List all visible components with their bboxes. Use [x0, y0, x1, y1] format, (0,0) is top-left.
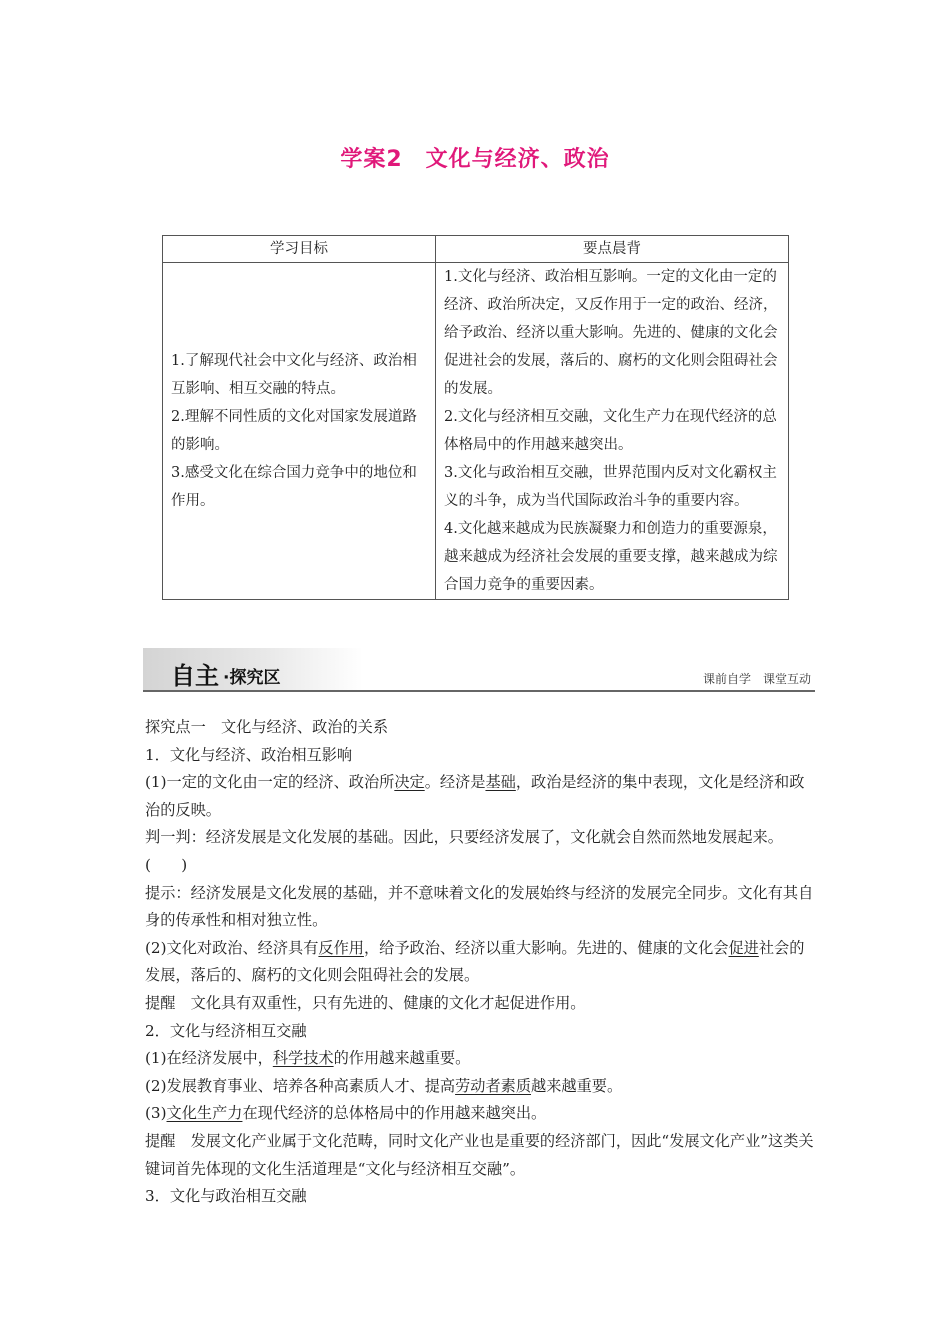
section-tab: [143, 648, 363, 690]
explore-title: 探究点一 文化与经济、政治的关系: [145, 718, 388, 736]
remind-1: 提醒 文化具有双重性，只有先进的、健康的文化才起促进作用。: [145, 993, 586, 1012]
main-content: [145, 714, 815, 1211]
heading-3: 3．文化与政治相互交融: [145, 1187, 307, 1206]
goal-item: 3.感受文化在综合国力竞争中的地位和作用。: [171, 465, 417, 509]
remind-2: 提醒 发展文化产业属于文化范畴，同时文化产业也是重要的经济部门，因此“发展文化产业”这类关键词首先体现的文化生活道理是“文化与经济相互交融”。: [145, 1131, 814, 1178]
point-item: 1.文化与经济、政治相互影响。一定的文化由一定的经济、政治所决定，又反作用于一定的政治、经济，给予政治、经济以重大影响。先进的、健康的文化会促进社会的发展，落后的、腐朽的文化则会阻碍社会的发展。: [444, 269, 778, 397]
item-2: [145, 1073, 815, 1101]
table-row: [163, 263, 789, 600]
heading-2: 2．文化与经济相互交融: [145, 1021, 307, 1040]
text: ，给予政治、经济以重大影响。先进的、健康的文化会: [363, 938, 729, 957]
goals-table: [162, 235, 789, 600]
paragraph-1: [145, 769, 815, 824]
text: (1)一定的文化由一定的经济、政治所: [145, 773, 395, 792]
point-item: 3.文化与政治相互交融，世界范围内反对文化霸权主义的斗争，成为当代国际政治斗争的重要内容。: [444, 465, 777, 509]
text: ，政治是经济的集中表现，文化是经济和政治的反映。: [145, 773, 805, 819]
paragraph-2: [145, 935, 815, 990]
text: 社会的发展，落后的、腐朽的文化则会阻碍社会的发展。: [145, 938, 805, 985]
section-title-big: 自主: [171, 662, 219, 690]
text: (1)在经济发展中，: [145, 1049, 273, 1068]
section-header: [143, 648, 815, 692]
item-1: [145, 1045, 815, 1073]
goals-cell: [163, 263, 436, 600]
table-header-row: [163, 236, 789, 263]
text: (2)文化对政治、经济具有: [145, 938, 319, 957]
goal-item: 2.理解不同性质的文化对国家发展道路的影响。: [171, 409, 417, 453]
judge-question: 判一判：经济发展是文化发展的基础。因此，只要经济发展了，文化就会自然而然地发展起来。( ): [145, 828, 783, 874]
goal-item: 1.了解现代社会中文化与经济、政治相互影响、相互交融的特点。: [171, 353, 417, 397]
text: (3): [145, 1104, 167, 1123]
point-item: 4.文化越来越成为民族凝聚力和创造力的重要源泉，越来越成为经济社会发展的重要支撑，越来越成为综合国力竞争的重要因素。: [444, 521, 778, 593]
point-item: 2.文化与经济相互交融，文化生产力在现代经济的总体格局中的作用越来越突出。: [444, 409, 777, 453]
text: (2)发展教育事业、培养各种高素质人才、提高: [145, 1076, 456, 1095]
section-subtitle: 课前自学 课堂互动: [702, 672, 811, 686]
item-3: [145, 1100, 815, 1128]
underlined-answer: 劳动者素质: [455, 1076, 532, 1095]
underlined-answer: 促进: [728, 938, 759, 957]
page-title: 学案2 文化与经济、政治: [340, 147, 610, 172]
col-header-points: 要点晨背: [436, 236, 789, 263]
underlined-answer: 科学技术: [272, 1049, 334, 1068]
underlined-answer: 基础: [485, 773, 516, 792]
section-title-small: ·探究区: [223, 668, 281, 688]
hint: 提示：经济发展是文化发展的基础，并不意味着文化的发展始终与经济的发展完全同步。文化有其自身的传承性和相对独立性。: [145, 883, 814, 930]
underlined-answer: 文化生产力: [166, 1104, 243, 1123]
text: 在现代经济的总体格局中的作用越来越突出。: [242, 1104, 547, 1123]
heading-1: 1．文化与经济、政治相互影响: [145, 745, 353, 764]
text: 。经济是: [424, 773, 486, 792]
underlined-answer: 决定: [394, 773, 425, 792]
points-cell: [436, 263, 789, 600]
col-header-goals: 学习目标: [163, 236, 436, 263]
text: 的作用越来越重要。: [333, 1049, 471, 1068]
underlined-answer: 反作用: [318, 938, 364, 957]
text: 越来越重要。: [531, 1076, 623, 1095]
